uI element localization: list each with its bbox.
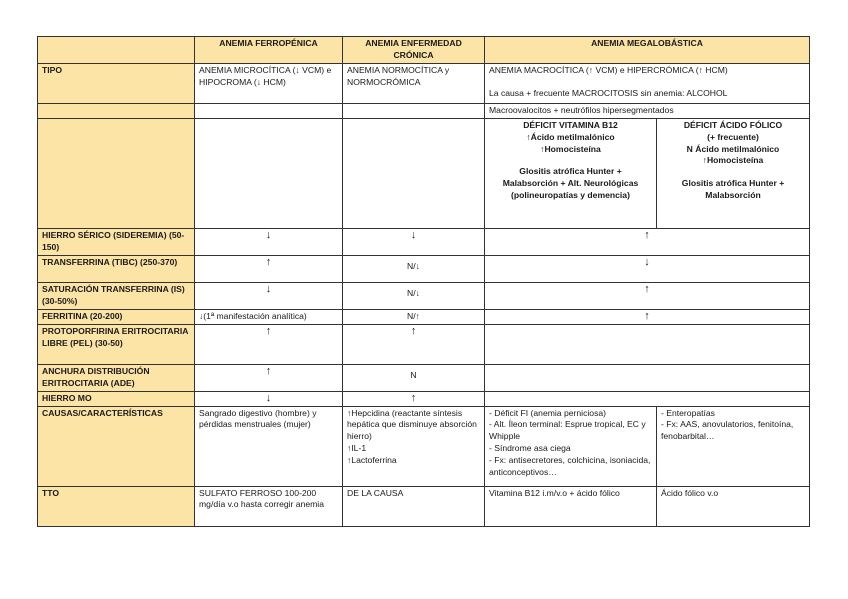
causas-b12-line-2: - Alt. Íleon terminal: Esprue tropical, EC y Whipple <box>489 419 646 442</box>
saturacion-ferropenica: ↓ <box>195 282 343 309</box>
row-transferrina <box>38 255 810 282</box>
row-protoporfirina <box>38 324 810 364</box>
row-macroovalocitos <box>38 104 810 119</box>
deficit-b12-line-5: (polineuropatías y demencia) <box>511 190 630 201</box>
deficit-b12-line-3: Glositis atrófica Hunter + <box>519 166 622 177</box>
hierro-megaloblastica: ↑ <box>485 228 810 255</box>
row-tipo <box>38 64 810 104</box>
deficit-folico-line-4: Glositis atrófica Hunter + <box>681 178 785 189</box>
hierro-mo-megaloblastica <box>485 391 810 406</box>
label-tipo: TIPO <box>38 64 195 104</box>
label-transferrina: TRANSFERRINA (TIBC) (250-370) <box>38 255 195 282</box>
saturacion-megaloblastica: ↑ <box>485 282 810 309</box>
tipo-ferropenica: ANEMIA MICROCÍTICA (↓ VCM) e HIPOCROMA (↓ HCM) <box>195 64 343 104</box>
label-saturacion: SATURACIÓN TRANSFERRINA (IS) (30-50%) <box>38 282 195 309</box>
deficit-folico-line-5: Malabsorción <box>705 190 761 201</box>
causas-folico-line-1: - Enteropatías <box>661 407 715 418</box>
hierro-mo-ferropenica: ↓ <box>195 391 343 406</box>
causas-b12-line-1: - Déficit FI (anemia perniciosa) <box>489 407 607 418</box>
deficit-b12-line-2: ↑Homocisteína <box>540 143 601 154</box>
causas-folico-line-2: - Fx: AAS, anovulatorios, fenitoína, fenobarbital… <box>661 419 794 442</box>
header-empty-cell <box>38 37 195 64</box>
ferritina-megaloblastica: ↑ <box>485 309 810 324</box>
header-row <box>38 37 810 64</box>
causas-b12 <box>485 406 657 486</box>
header-ferropenica: ANEMIA FERROPÉNICA <box>195 37 343 64</box>
ade-cronica: N <box>343 364 485 391</box>
anemia-comparison-table <box>37 36 810 527</box>
row-causas <box>38 406 810 486</box>
ferritina-cronica: N/↑ <box>343 309 485 324</box>
label-hierro-serico: HIERRO SÉRICO (SIDEREMIA) (50-150) <box>38 228 195 255</box>
tipo-mega-line-2: La causa + frecuente MACROCITOSIS sin anemia: ALCOHOL <box>489 87 728 98</box>
transferrina-ferropenica: ↑ <box>195 255 343 282</box>
causas-folico <box>657 406 810 486</box>
deficit-b12-cell <box>485 118 657 228</box>
row-hierro-mo <box>38 391 810 406</box>
tipo-megaloblastica <box>485 64 810 104</box>
hierro-ferropenica: ↓ <box>195 228 343 255</box>
label-ade: ANCHURA DISTRIBUCIÓN ERITROCITARIA (ADE) <box>38 364 195 391</box>
tipo-mega-line-1: ANEMIA MACROCÍTICA (↑ VCM) e HIPERCRÓMICA (↑ HCM) <box>489 65 728 75</box>
label-tto: TTO <box>38 486 195 526</box>
deficit-b12-line-1: ↑Ácido metilmalónico <box>526 131 615 142</box>
header-megaloblastica: ANEMIA MEGALOBÁSTICA <box>485 37 810 64</box>
row-saturacion <box>38 282 810 309</box>
causas-cronica-line-2: ↑IL-1 <box>347 443 367 454</box>
row-deficit <box>38 118 810 228</box>
protoporfirina-cronica: ↑ <box>343 324 485 364</box>
tto-cronica: DE LA CAUSA <box>343 486 485 526</box>
ferritina-ferropenica: ↓(1ª manifestación analítica) <box>195 309 343 324</box>
deficit-folico-cell <box>657 118 810 228</box>
label-causas: CAUSAS/CARACTERÍSTICAS <box>38 406 195 486</box>
row-hierro-serico <box>38 228 810 255</box>
deficit-b12-title: DÉFICIT VITAMINA B12 <box>523 119 618 130</box>
hierro-cronica: ↓ <box>343 228 485 255</box>
tto-ferropenica: SULFATO FERROSO 100-200 mg/día v.o hasta corregir anemia <box>195 486 343 526</box>
deficit-b12-line-4: Malabsorción + Alt. Neurológicas <box>502 178 639 189</box>
row-tto <box>38 486 810 526</box>
row-ferritina <box>38 309 810 324</box>
tipo-cronica: ANEMIA NORMOCÍTICA y NORMOCRÓMICA <box>343 64 485 104</box>
deficit-folico-line-1: (+ frecuente) <box>707 131 759 142</box>
deficit-folico-line-3: ↑Homocisteína <box>702 155 764 166</box>
label-protoporfirina: PROTOPORFIRINA ERITROCITARIA LIBRE (PEL) (30-50) <box>38 324 195 364</box>
protoporfirina-ferropenica: ↑ <box>195 324 343 364</box>
header-enfermedad-cronica: ANEMIA ENFERMEDAD CRÓNICA <box>343 37 485 64</box>
transferrina-cronica: N/↓ <box>343 255 485 282</box>
deficit-folico-title: DÉFICIT ÁCIDO FÓLICO <box>683 119 783 130</box>
saturacion-cronica: N/↓ <box>343 282 485 309</box>
ade-megaloblastica <box>485 364 810 391</box>
tipo-mega-line-3: Macroovalocitos + neutrófilos hipersegmentados <box>485 104 810 119</box>
causas-b12-line-3: - Síndrome asa ciega <box>489 443 571 454</box>
transferrina-megaloblastica: ↓ <box>485 255 810 282</box>
ade-ferropenica: ↑ <box>195 364 343 391</box>
causas-cronica <box>343 406 485 486</box>
causas-cronica-line-3: ↑Lactoferrina <box>347 455 397 466</box>
deficit-folico-line-2: N Ácido metilmalónico <box>686 143 780 154</box>
protoporfirina-megaloblastica <box>485 324 810 364</box>
causas-b12-line-4: - Fx: antisecretores, colchicina, isoniacida, anticonceptivos… <box>489 455 651 477</box>
label-ferritina: FERRITINA (20-200) <box>38 309 195 324</box>
hierro-mo-cronica: ↑ <box>343 391 485 406</box>
tto-folico: Ácido fólico v.o <box>657 486 810 526</box>
causas-ferropenica: Sangrado digestivo (hombre) y pérdidas menstruales (mujer) <box>195 406 343 486</box>
row-ade <box>38 364 810 391</box>
causas-cronica-line-1: ↑Hepcidina (reactante síntesis hepática que disminuye absorción hierro) <box>347 407 477 442</box>
label-hierro-mo: HIERRO MO <box>38 391 195 406</box>
tto-b12: Vitamina B12 i.m/v.o + ácido fólico <box>485 486 657 526</box>
